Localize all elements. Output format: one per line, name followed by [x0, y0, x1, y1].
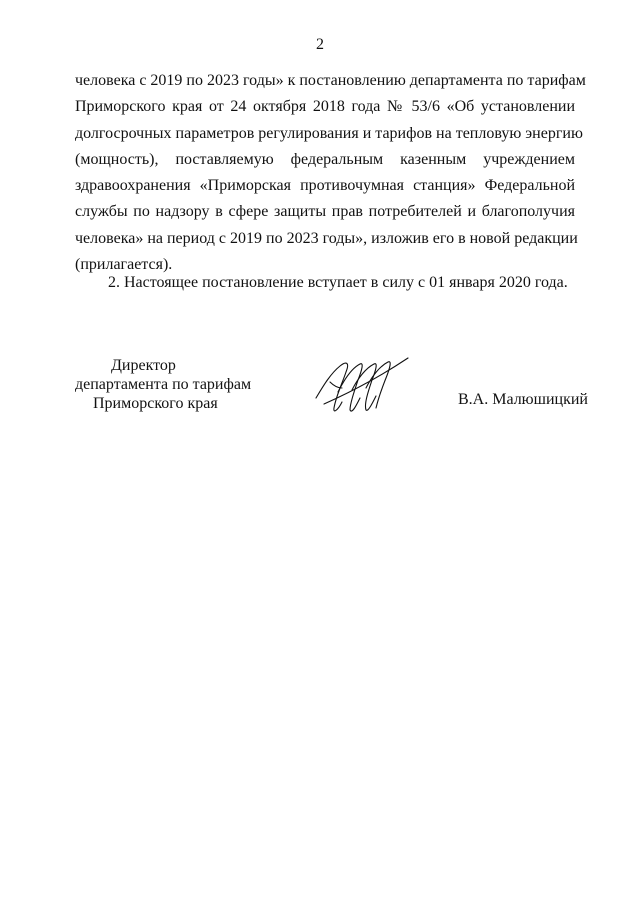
handwritten-signature [312, 352, 412, 422]
body-line: человека с 2019 по 2023 годы» к постановлению департамента по тарифам [75, 72, 586, 89]
body-line: (мощность), поставляемую федеральным казенным учреждением [75, 150, 575, 168]
clause-2: 2. Настоящее постановление вступает в силу с 01 января 2020 года. [108, 274, 568, 291]
body-line: (прилагается). [75, 256, 173, 274]
signatory-title-line: Приморского края [93, 395, 218, 412]
body-paragraph [75, 68, 586, 278]
body-line: здравоохранения «Приморская противочумная станция» Федеральной [75, 177, 575, 195]
signatory-title [75, 356, 275, 413]
signer-name: В.А. Малюшицкий [458, 391, 588, 408]
body-line: долгосрочных параметров регулирования и тарифов на тепловую энергию [75, 124, 583, 142]
body-line: человека» на период с 2019 по 2023 годы», изложив его в новой редакции [75, 229, 578, 247]
body-line: службы по надзору в сфере защиты прав потребителей и благополучия [75, 203, 575, 221]
signatory-title-line: департамента по тарифам [75, 376, 252, 393]
body-line: Приморского края от 24 октября 2018 года № 53/6 «Об установлении [75, 98, 575, 116]
page-number: 2 [316, 36, 324, 53]
signatory-title-line: Директор [111, 357, 176, 374]
